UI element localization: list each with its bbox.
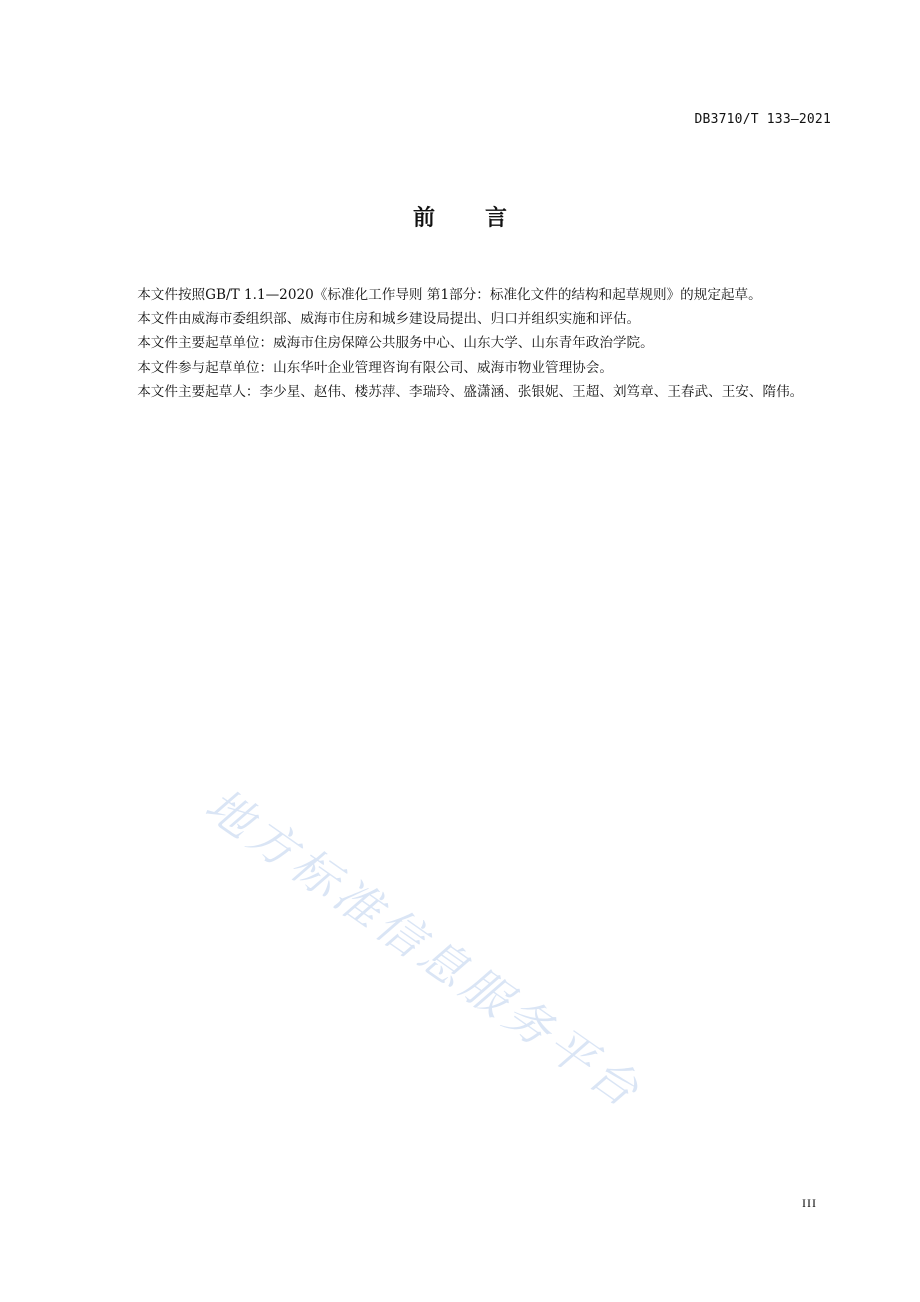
paragraph-drafters: 本文件主要起草人：李少星、赵伟、楼苏萍、李瑞玲、盛潇涵、张银妮、王超、刘笃章、王春武、王安、隋伟。: [137, 383, 804, 400]
watermark: 地方标准信息服务平台: [195, 777, 653, 1120]
page-number: III: [802, 1196, 817, 1210]
page-title: [0, 201, 920, 232]
paragraph-proposer: 本文件由威海市委组织部、威海市住房和城乡建设局提出、归口并组织实施和评估。: [137, 311, 641, 328]
document-code: DB3710/T 133—2021: [694, 112, 831, 127]
title-char-2: 言: [485, 206, 508, 231]
title-char-1: 前: [412, 206, 435, 231]
paragraph-participating-units: 本文件参与起草单位：山东华叶企业管理咨询有限公司、威海市物业管理协会。: [137, 359, 613, 376]
paragraph-main-drafting-units: 本文件主要起草单位：威海市住房保障公共服务中心、山东大学、山东青年政治学院。: [137, 335, 654, 352]
paragraph-drafting-rules: 本文件按照GB/T 1.1—2020《标准化工作导则 第1部分：标准化文件的结构和起草规则》的规定起草。: [137, 287, 762, 303]
foreword-body: [110, 283, 832, 404]
